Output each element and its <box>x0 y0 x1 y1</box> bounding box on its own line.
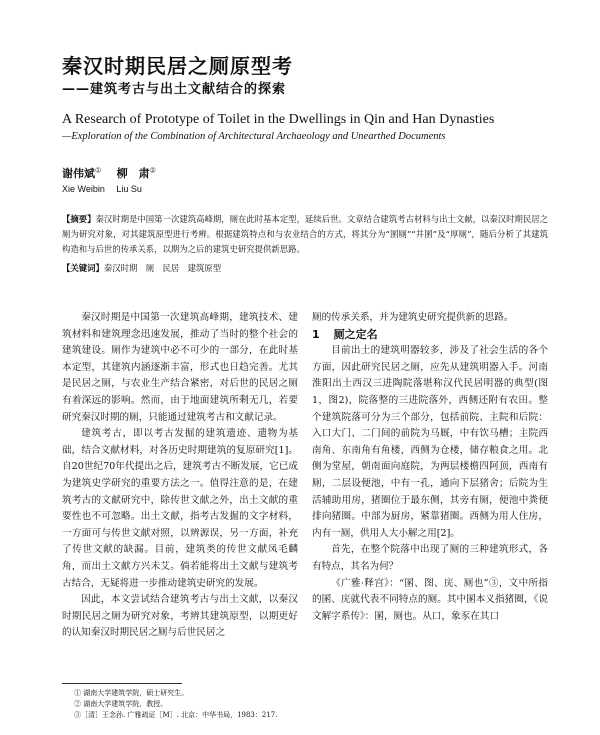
body-paragraph: 目前出土的建筑明器较多，涉及了社会生活的各个方面，因此研究民居之厕，应先从建筑明器入手。河南淮阳出土西汉三进陶院落堪称汉代民居明器的典型(图1，图2)，院落整的三进院落外，西侧还附有农田。整个建筑院落可分为三个部分，包括前院、主院和后院：入口大门、二门间的前院为马厩，中有饮马槽；主院西南角、东南角有角楼，西侧为仓楼，储存粮食之用。北侧为堂屋，朝南面向庭院，为两层楼檐四阿顶，西南有厕，二层设便池，中有一孔，通向下层猪舍；后院为生活辅助用房，猪圈位于最东侧，其旁有厕，便池中粪便排向猪圈。中部为厨房，紧靠猪圈。西侧为用人住房，内有一厕，供用人大小解之用[2]。 <box>312 345 548 539</box>
footnote-divider <box>62 683 182 684</box>
body-paragraph: 《广雅·释宫》：“圂、图、庑、厕也”③，文中所指的圂、庑就代表不同特点的厕。其中圂本义指猪圈，《说文解字系传》：圂，厕也。从口，象豕在其口 <box>312 577 548 622</box>
body-continuation: 厕的传承关系，并为建筑史研究提供新的思路。 <box>312 312 514 323</box>
paper-subtitle-cn: ——建筑考古与出土文献结合的探索 <box>62 82 287 97</box>
body-paragraph: 首先，在整个院落中出现了厕的三种建筑形式，各有特点，其名为何？ <box>312 544 548 572</box>
keywords-text: 秦汉时期 厕 民居 建筑原型 <box>103 263 222 273</box>
footnote: ② 湖南大学建筑学院，教授。 <box>74 700 168 708</box>
section-title: 厕之定名 <box>333 327 378 341</box>
author-1-mark: ① <box>95 166 102 175</box>
paper-title-en: A Research of Prototype of Toilet in the Dwellings in Qin and Han Dynasties <box>62 112 495 127</box>
body-column-left <box>62 310 298 642</box>
section-heading <box>312 327 548 344</box>
authors-cn <box>62 165 156 181</box>
paper-subtitle-en: —Exploration of the Combination of Architectural Archaeology and Unearthed Documents <box>62 131 446 142</box>
author-1-name: 谢伟斌 <box>62 167 95 180</box>
footnote: ① 湖南大学建筑学院，硕士研究生。 <box>74 689 189 697</box>
keywords <box>62 261 548 276</box>
abstract-text: 秦汉时期是中国第一次建筑高峰期，厕在此时基本定型，延续后世。文章结合建筑考古材料与出土文献，以秦汉时期民居之厕为研究对象，对其建筑原型进行考辨。根据建筑特点和与农业结合的方式，将其分为“圂厕”“井圂”及“厚厕”，随后分析了其建筑构造和与后世的传承关系，以期为之后的建筑史研究提供新思路。 <box>62 214 549 254</box>
author-2-name: 柳 肃 <box>116 167 150 180</box>
abstract <box>62 212 548 257</box>
keywords-label: 【关键词】 <box>62 263 104 273</box>
abstract-label: 【摘要】 <box>62 214 96 224</box>
footnotes <box>74 688 544 721</box>
footnote: ③［清］王念孙. 广雅疏证［M］. 北京：中华书局，1983：217. <box>74 711 278 719</box>
authors-en: Xie Weibin Liu Su <box>62 184 142 194</box>
body-paragraph: 因此，本文尝试结合建筑考古与出土文献，以秦汉时期民居之厕为研究对象，考辨其建筑原型，以期更好的认知秦汉时期民居之厕与后世民居之 <box>62 594 298 639</box>
body-paragraph: 建筑考古，即以考古发掘的建筑遗迹、遗物为基础，结合文献材料，对各历史时期建筑的复原研究[1]。自20世纪70年代提出之后，建筑考古不断发展，它已成为建筑史学研究的重要方法之一。值得注意的是，在建筑考古的文献研究中，除传世文献之外，出土文献的重要性也不可忽略。出土文献，指考古发掘的文字材料，一方面可与传世文献对照，以辨源误，另一方面，补充了传世文献的缺漏。目前，建筑类的传世文献凤毛麟角，而出土文献方兴未艾。倘若能将出土文献与建筑考古结合，无疑将进一步推动建筑史研究的发展。 <box>62 428 298 589</box>
body-column-right <box>312 310 548 625</box>
section-number: 1 <box>312 327 320 341</box>
paper-title-cn: 秦汉时期民居之厕原型考 <box>62 54 293 78</box>
body-paragraph: 秦汉时期是中国第一次建筑高峰期，建筑技术、建筑材料和建筑理念迅速发展，推动了当时的整个社会的建筑建设。厕作为建筑中必不可少的一部分，在此时基本定型，其建筑内涵逐渐丰富，形式也日趋完善。尤其是民居之厕，与农业生产结合紧密，对后世的民居之厕有着深远的影响。然而，由于地面建筑所剩无几，若要研究秦汉时期的厕，只能通过建筑考古和文献记录。 <box>62 312 298 423</box>
author-2-mark: ② <box>149 166 156 175</box>
